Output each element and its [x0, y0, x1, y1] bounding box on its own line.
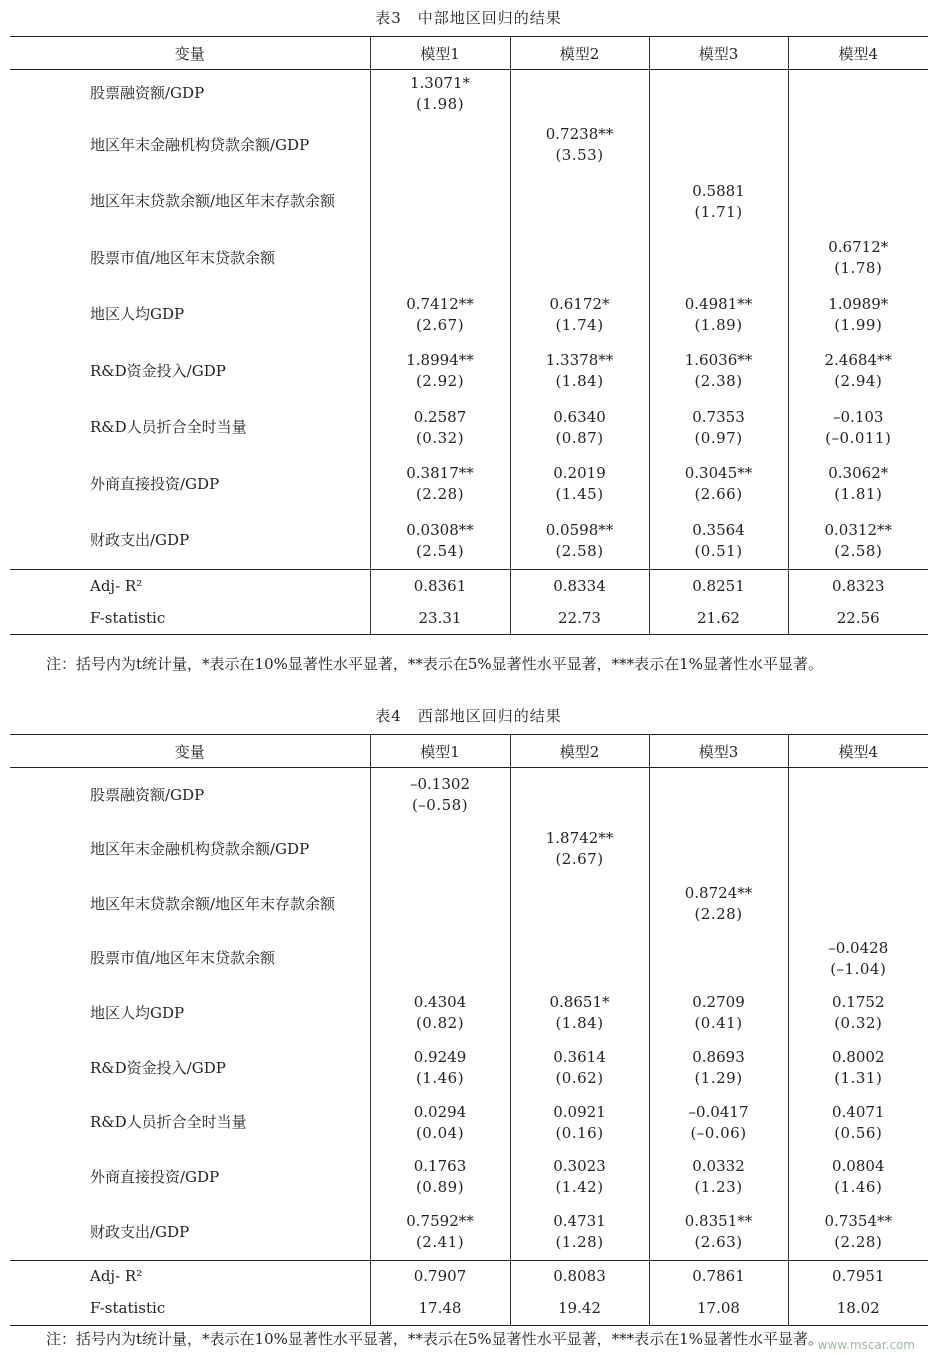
model-2-cell — [510, 400, 649, 457]
coefficient: 0.3817** — [406, 464, 474, 483]
model-1-cell — [370, 768, 510, 823]
variable-name: 地区年末贷款余额/地区年末存款余额 — [90, 192, 336, 211]
coefficient: 0.8693 — [692, 1048, 745, 1067]
t-statistic: (3.53) — [555, 146, 604, 165]
model-3-cell — [649, 1205, 788, 1260]
variable-name: R&D资金投入/GDP — [90, 1058, 226, 1077]
model-3-cell — [649, 343, 788, 400]
table-row — [10, 456, 928, 513]
variable-name: R&D人员折合全时当量 — [90, 418, 247, 437]
variable-name: 地区年末金融机构贷款余额/GDP — [90, 135, 310, 154]
model-3-cell — [649, 1095, 788, 1150]
table-row — [10, 287, 928, 344]
model-4-cell — [788, 513, 928, 570]
coefficient: 0.0921 — [553, 1102, 606, 1121]
t-statistic: (–0.06) — [690, 1123, 747, 1142]
coefficient: 0.3614 — [553, 1048, 606, 1067]
model-3-cell — [649, 513, 788, 570]
coefficient: 2.4684** — [824, 351, 892, 370]
model-1-cell — [370, 343, 510, 400]
model-2-cell — [510, 822, 649, 877]
t-statistic: (1.46) — [415, 1069, 465, 1088]
t-statistic: (1.81) — [834, 485, 883, 504]
stat-value: 0.8251 — [649, 570, 788, 603]
coefficient: 0.7354** — [824, 1212, 892, 1231]
coefficient: 0.3045** — [684, 464, 753, 483]
model-4-cell — [788, 1205, 928, 1260]
t-statistic: (0.62) — [555, 1069, 604, 1088]
model-1-cell — [370, 931, 510, 986]
variable-name: 股票融资额/GDP — [90, 84, 205, 102]
model-2-cell — [510, 1150, 649, 1205]
model-1-cell — [370, 1095, 510, 1150]
model-4-cell — [788, 343, 928, 400]
t-statistic: (2.28) — [834, 1233, 883, 1252]
model-3-cell — [649, 877, 788, 932]
coefficient: 0.8351** — [684, 1212, 753, 1231]
coefficient: 1.3071* — [410, 73, 470, 92]
model-2-cell — [510, 70, 649, 118]
coefficient: 0.0308** — [406, 520, 474, 539]
stat-value: 0.7861 — [649, 1260, 788, 1293]
coefficient: 0.8724** — [684, 884, 753, 903]
model-4-cell — [788, 1095, 928, 1150]
coefficient: 0.2587 — [413, 407, 467, 426]
table3-note: 注：括号内为t统计量，*表示在10%显著性水平显著，**表示在5%显著性水平显著，***表示在1%显著性水平显著。 — [46, 655, 823, 673]
coefficient: 0.4981** — [684, 294, 753, 313]
coefficient: 1.6036** — [684, 351, 753, 370]
t-statistic: (1.98) — [415, 94, 465, 113]
t-statistic: (2.63) — [694, 1233, 743, 1252]
t-statistic: (0.16) — [555, 1123, 604, 1142]
stat-value: 17.08 — [649, 1293, 788, 1326]
variable-name: 地区年末贷款余额/地区年末存款余额 — [90, 894, 336, 913]
model-1-cell — [370, 513, 510, 570]
table-row — [10, 513, 928, 570]
t-statistic: (1.84) — [555, 1014, 604, 1033]
table-row — [10, 1205, 928, 1260]
model-1-cell — [370, 1041, 510, 1096]
coefficient: 0.7592** — [406, 1212, 474, 1231]
table-row — [10, 768, 928, 823]
stat-value: 21.62 — [649, 602, 788, 635]
coefficient: 1.8742** — [545, 829, 614, 848]
coefficient: 0.2709 — [692, 993, 745, 1012]
model-1-cell — [370, 230, 510, 287]
t-statistic: (0.04) — [415, 1123, 465, 1142]
model-1-cell — [370, 1150, 510, 1205]
t-statistic: (2.92) — [415, 372, 465, 391]
coefficient: –0.103 — [833, 407, 884, 426]
model-1-cell — [370, 1205, 510, 1260]
stat-value: 18.02 — [788, 1293, 928, 1326]
model-2-cell — [510, 1095, 649, 1150]
model-2-cell — [510, 1041, 649, 1096]
header-model-3: 模型3 — [649, 37, 788, 70]
model-3-cell — [649, 456, 788, 513]
t-statistic: (–0.58) — [411, 796, 469, 814]
table-row — [10, 117, 928, 174]
stat-value: 23.31 — [370, 602, 510, 635]
t-statistic: (1.71) — [694, 202, 743, 221]
t-statistic: (1.45) — [555, 485, 604, 504]
model-1-cell — [370, 287, 510, 344]
coefficient: 0.3023 — [553, 1157, 606, 1176]
model-4-cell — [788, 70, 928, 118]
header-model-2: 模型2 — [510, 735, 649, 768]
header-model-1: 模型1 — [370, 735, 510, 768]
table3-header-row — [10, 37, 928, 70]
t-statistic: (0.97) — [694, 428, 743, 447]
coefficient: 0.0804 — [832, 1157, 885, 1176]
model-4-cell — [788, 822, 928, 877]
coefficient: 0.0598** — [545, 520, 614, 539]
table-row — [10, 822, 928, 877]
coefficient: 1.3378** — [545, 351, 614, 370]
model-1-cell — [370, 400, 510, 457]
coefficient: 1.8994** — [406, 351, 474, 370]
coefficient: 1.0989* — [828, 294, 889, 313]
coefficient: –0.0417 — [688, 1102, 749, 1121]
model-1-cell — [370, 986, 510, 1041]
model-4-cell — [788, 1150, 928, 1205]
model-1-cell — [370, 174, 510, 231]
coefficient: 0.0332 — [692, 1157, 745, 1176]
t-statistic: (2.94) — [834, 372, 883, 391]
model-2-cell — [510, 287, 649, 344]
t-statistic: (0.32) — [415, 428, 465, 447]
t-statistic: (1.23) — [694, 1178, 743, 1197]
table4 — [10, 734, 928, 1326]
table-row — [10, 1095, 928, 1150]
t-statistic: (1.28) — [555, 1233, 604, 1252]
model-3-cell — [649, 822, 788, 877]
model-4-cell — [788, 287, 928, 344]
model-2-cell — [510, 768, 649, 823]
table-row — [10, 174, 928, 231]
coefficient: –0.0428 — [828, 938, 889, 957]
t-statistic: (0.56) — [834, 1123, 883, 1142]
header-model-2: 模型2 — [510, 37, 649, 70]
coefficient: 0.6712* — [828, 238, 889, 257]
variable-name: 外商直接投资/GDP — [90, 474, 220, 493]
coefficient: 0.3564 — [692, 520, 745, 539]
stat-value: 19.42 — [510, 1293, 649, 1326]
t-statistic: (1.78) — [834, 259, 883, 278]
model-1-cell — [370, 456, 510, 513]
coefficient: 0.1763 — [413, 1157, 467, 1176]
model-1-cell — [370, 117, 510, 174]
table-row — [10, 343, 928, 400]
stat-value: 0.8323 — [788, 570, 928, 603]
t-statistic: (2.58) — [834, 541, 883, 560]
variable-name: R&D资金投入/GDP — [90, 361, 226, 380]
model-2-cell — [510, 230, 649, 287]
model-4-cell — [788, 986, 928, 1041]
t-statistic: (2.67) — [415, 315, 465, 334]
table4-header-row — [10, 735, 928, 768]
table4-note: 注：括号内为t统计量，*表示在10%显著性水平显著，**表示在5%显著性水平显著，***表示在1%显著性水平显著。 — [46, 1330, 823, 1348]
model-4-cell — [788, 400, 928, 457]
t-statistic: (2.28) — [694, 905, 743, 924]
header-model-4: 模型4 — [788, 37, 928, 70]
model-1-cell — [370, 70, 510, 118]
model-2-cell — [510, 117, 649, 174]
coefficient: 0.5881 — [692, 181, 745, 200]
t-statistic: (0.87) — [555, 428, 604, 447]
t-statistic: (2.28) — [415, 485, 465, 504]
t-statistic: (1.84) — [555, 372, 604, 391]
stat-row — [10, 570, 928, 603]
model-2-cell — [510, 343, 649, 400]
model-2-cell — [510, 931, 649, 986]
coefficient: 0.8002 — [832, 1048, 885, 1067]
t-statistic: (0.32) — [834, 1014, 883, 1033]
stat-label: F-statistic — [10, 1293, 370, 1326]
stat-row — [10, 602, 928, 635]
model-3-cell — [649, 287, 788, 344]
variable-name: 地区人均GDP — [90, 1003, 185, 1022]
stat-row — [10, 1293, 928, 1326]
variable-name: 地区年末金融机构贷款余额/GDP — [90, 839, 310, 858]
stat-value: 0.7951 — [788, 1260, 928, 1293]
model-4-cell — [788, 117, 928, 174]
model-2-cell — [510, 174, 649, 231]
model-3-cell — [649, 1041, 788, 1096]
variable-name: 股票融资额/GDP — [90, 785, 205, 804]
model-4-cell — [788, 768, 928, 823]
variable-name: 股票市值/地区年末贷款余额 — [90, 248, 276, 267]
header-model-3: 模型3 — [649, 735, 788, 768]
model-1-cell — [370, 877, 510, 932]
t-statistic: (0.41) — [694, 1014, 743, 1033]
model-3-cell — [649, 70, 788, 118]
model-4-cell — [788, 1041, 928, 1096]
model-3-cell — [649, 768, 788, 823]
coefficient: 0.4071 — [832, 1102, 885, 1121]
t-statistic: (1.89) — [694, 315, 743, 334]
stat-label: Adj- R² — [10, 570, 370, 603]
stat-value: 0.7907 — [370, 1260, 510, 1293]
table-row — [10, 70, 928, 118]
coefficient: 0.6340 — [553, 407, 606, 426]
t-statistic: (0.89) — [415, 1178, 465, 1197]
t-statistic: (2.66) — [694, 485, 743, 504]
stat-value: 0.8334 — [510, 570, 649, 603]
coefficient: 0.7353 — [692, 407, 745, 426]
t-statistic: (2.67) — [555, 850, 604, 869]
t-statistic: (2.41) — [415, 1233, 465, 1252]
header-variable: 变量 — [10, 37, 370, 70]
model-4-cell — [788, 877, 928, 932]
t-statistic: (–1.04) — [830, 959, 887, 978]
table-row — [10, 1150, 928, 1205]
variable-name: 财政支出/GDP — [90, 531, 190, 550]
table-row — [10, 931, 928, 986]
table4-caption: 表4 西部地区回归的结果 — [375, 707, 562, 725]
coefficient: –0.1302 — [410, 775, 470, 793]
table3-caption: 表3 中部地区回归的结果 — [375, 9, 562, 27]
model-2-cell — [510, 513, 649, 570]
variable-name: 财政支出/GDP — [90, 1222, 190, 1241]
model-4-cell — [788, 230, 928, 287]
coefficient: 0.8651* — [549, 993, 610, 1012]
t-statistic: (1.99) — [834, 315, 883, 334]
stat-value: 0.8361 — [370, 570, 510, 603]
model-3-cell — [649, 174, 788, 231]
model-3-cell — [649, 117, 788, 174]
model-3-cell — [649, 400, 788, 457]
coefficient: 0.7238** — [545, 125, 614, 144]
variable-name: 外商直接投资/GDP — [90, 1167, 220, 1186]
t-statistic: (–0.011) — [825, 428, 892, 447]
header-model-4: 模型4 — [788, 735, 928, 768]
model-2-cell — [510, 1205, 649, 1260]
table-row — [10, 986, 928, 1041]
model-4-cell — [788, 931, 928, 986]
stat-value: 0.8083 — [510, 1260, 649, 1293]
coefficient: 0.3062* — [828, 464, 889, 483]
stat-value: 22.73 — [510, 602, 649, 635]
t-statistic: (1.74) — [555, 315, 604, 334]
watermark: www.mscar.com — [817, 1338, 915, 1352]
t-statistic: (0.82) — [415, 1014, 465, 1033]
coefficient: 0.0294 — [413, 1102, 467, 1121]
coefficient: 0.4304 — [413, 993, 467, 1012]
model-3-cell — [649, 1150, 788, 1205]
t-statistic: (0.51) — [694, 541, 743, 560]
coefficient: 0.7412** — [406, 294, 474, 313]
stat-row — [10, 1260, 928, 1293]
t-statistic: (2.58) — [555, 541, 604, 560]
header-variable: 变量 — [10, 735, 370, 768]
table3 — [10, 36, 928, 635]
model-3-cell — [649, 230, 788, 287]
variable-name: 地区人均GDP — [90, 305, 185, 324]
stat-label: F-statistic — [10, 602, 370, 635]
coefficient: 0.0312** — [824, 520, 892, 539]
header-model-1: 模型1 — [370, 37, 510, 70]
model-2-cell — [510, 877, 649, 932]
coefficient: 0.9249 — [413, 1048, 467, 1067]
variable-name: R&D人员折合全时当量 — [90, 1113, 247, 1132]
stat-value: 17.48 — [370, 1293, 510, 1326]
coefficient: 0.2019 — [553, 464, 606, 483]
coefficient: 0.4731 — [553, 1212, 606, 1231]
t-statistic: (2.38) — [694, 372, 743, 391]
model-4-cell — [788, 456, 928, 513]
t-statistic: (1.31) — [834, 1069, 883, 1088]
model-1-cell — [370, 822, 510, 877]
coefficient: 0.1752 — [832, 993, 885, 1012]
model-3-cell — [649, 931, 788, 986]
table-row — [10, 1041, 928, 1096]
stat-label: Adj- R² — [10, 1260, 370, 1293]
model-4-cell — [788, 174, 928, 231]
t-statistic: (1.46) — [834, 1178, 883, 1197]
model-2-cell — [510, 986, 649, 1041]
model-2-cell — [510, 456, 649, 513]
table-row — [10, 230, 928, 287]
model-3-cell — [649, 986, 788, 1041]
table-row — [10, 400, 928, 457]
stat-value: 22.56 — [788, 602, 928, 635]
variable-name: 股票市值/地区年末贷款余额 — [90, 949, 276, 968]
t-statistic: (1.29) — [694, 1069, 743, 1088]
t-statistic: (2.54) — [415, 541, 465, 560]
coefficient: 0.6172* — [549, 294, 610, 313]
table-row — [10, 877, 928, 932]
t-statistic: (1.42) — [555, 1178, 604, 1197]
